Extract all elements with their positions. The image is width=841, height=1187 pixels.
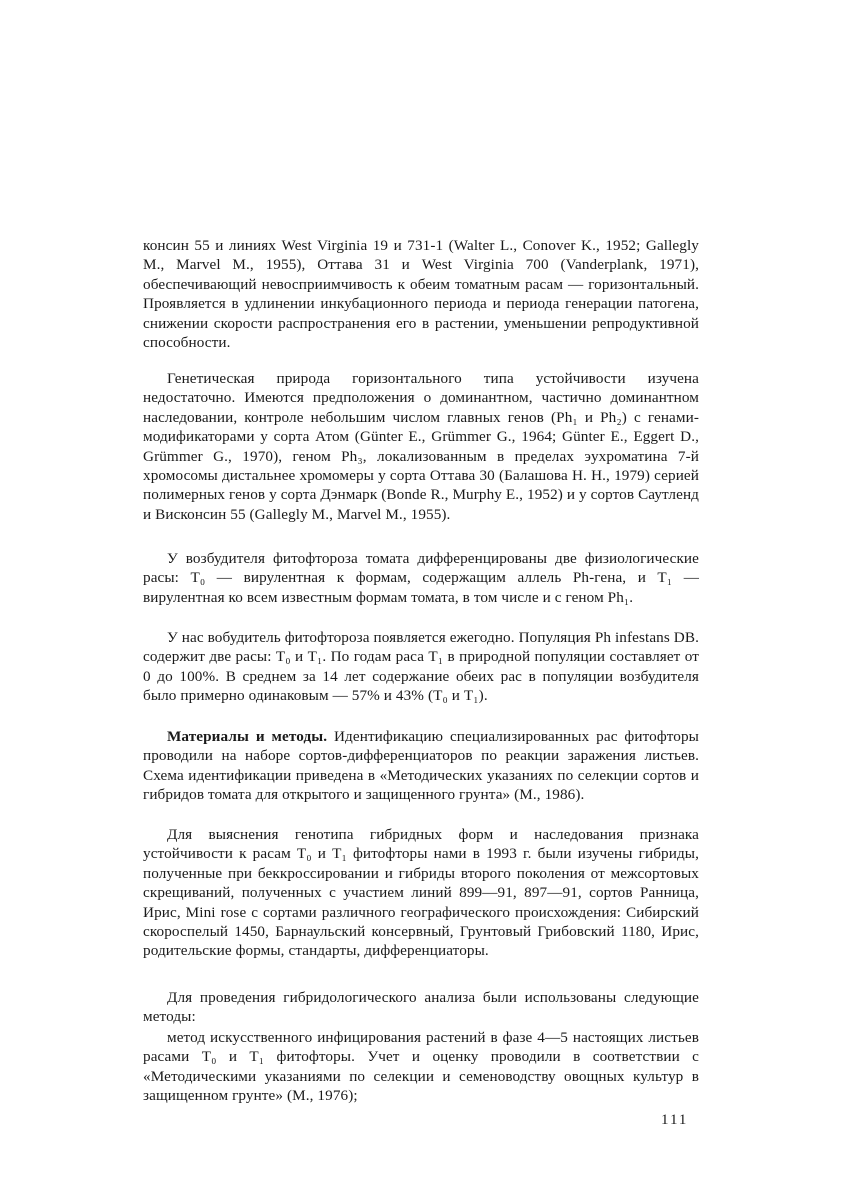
paragraph-8: метод искусственного инфицирования растений в фазе 4—5 настоящих листьев расами T₀ и T₁ фитофторы. Учет и оценку проводили в соответствии с «Методическими указаниями по селекции и семеноводству овощных культур в защищенном грунте» (М., 1976);: [143, 1029, 699, 1105]
paragraph-1: консин 55 и линиях West Virginia 19 и 731-1 (Walter L., Conover K., 1952; Gallegly M., Marvel M., 1955), Оттава 31 и West Virginia 700 (Vanderplank, 1971), обеспечивающий невосприимчивость к обеим томатным расам — горизонтальный. Проявляется в удлинении инкубационного периода и периода генерации патогена, снижении скорости распространения его в растении, уменьшении репродуктивной способности.: [143, 237, 699, 352]
paragraph-5: [143, 727, 699, 805]
page-number: 111: [661, 1112, 689, 1128]
paragraph-4: У нас вобудитель фитофтороза появляется ежегодно. Популяция Ph infestans DB. содержит две расы: T₀ и T₁. По годам раса T₁ в природной популяции составляет от 0 до 100%. В среднем за 14 лет содержание обеих рас в популяции возбудителя было примерно одинаковым — 57% и 43% (T₀ и T₁).: [143, 629, 699, 705]
page-body: [143, 236, 699, 1136]
paragraph-2: Генетическая природа горизонтального типа устойчивости изучена недостаточно. Имеются предположения о доминантном, частично доминантном наследовании, контроле небольшим числом главных генов (Ph₁ и Ph₂) с генами-модификаторами у сорта Атом (Günter E., Grümmer G., 1964; Günter E., Eggert D., Grümmer G., 1970), геном Ph₃, локализованным в пределах эухроматина 7-й хромосомы дистальнее хромомеры у сорта Оттава 30 (Балашова Н. Н., 1979) серией полимерных генов у сорта Дэнмарк (Bonde R., Murphy E., 1952) и у сортов Саутленд и Висконсин 55 (Gallegly M., Marvel M., 1955).: [143, 370, 699, 523]
paragraph-3: У возбудителя фитофтороза томата дифференцированы две физиологические расы: T₀ — вирулентная к формам, содержащим аллель Ph-гена, и T₁ — вирулентная ко всем известным формам томата, в том числе и с геном Ph₁.: [143, 550, 699, 606]
paragraph-5-text: Идентификацию специализированных рас фитофторы проводили на наборе сортов-дифференциаторов по реакции заражения листьев. Схема идентификации приведена в «Методических указаниях по селекции сортов и гибридов томата для открытого и защищенного грунта» (М., 1986).: [143, 728, 699, 804]
paragraph-7: Для проведения гибридологического анализа были использованы следующие методы:: [143, 989, 699, 1026]
paragraph-6: Для выяснения генотипа гибридных форм и наследования признака устойчивости к расам T₀ и T₁ фитофторы нами в 1993 г. были изучены гибриды, полученные при беккроссировании и гибриды второго поколения от межсортовых скрещиваний, полученных с участием линий 899—91, 897—91, сортов Ранница, Ирис, Mini rose с сортами различного географического происхождения: Сибирский скороспелый 1450, Барнаульский консервный, Грунтовый Грибовский 1180, Ирис, родительские формы, стандарты, дифференциаторы.: [143, 826, 699, 960]
section-heading: Материалы и методы.: [167, 728, 328, 745]
